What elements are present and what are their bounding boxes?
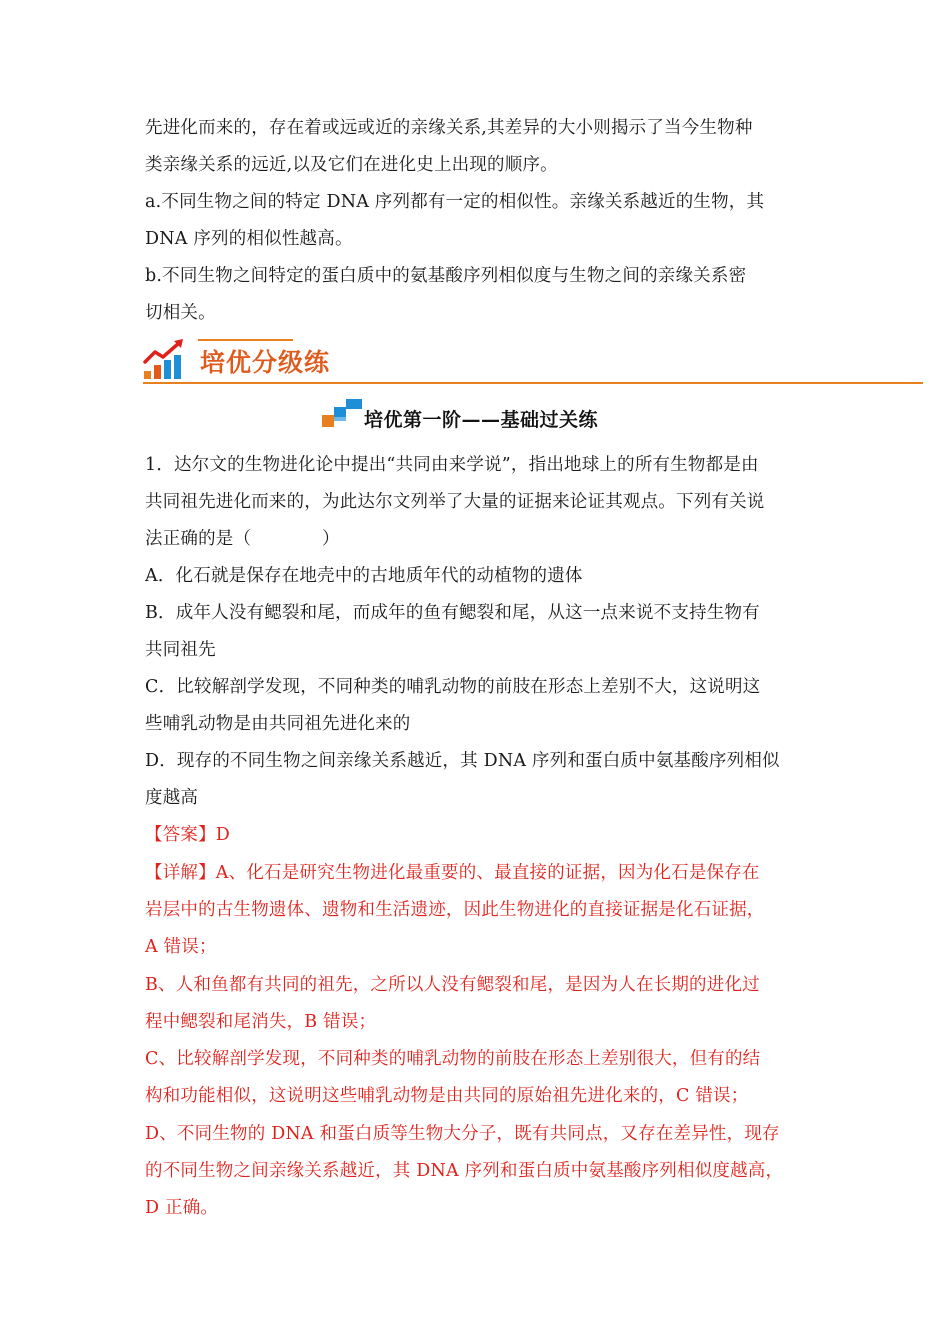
detail-line-4: B、人和鱼都有共同的祖先，之所以人没有鳃裂和尾，是因为人在长期的进化过 <box>145 975 760 995</box>
detail-line-1: 【详解】A、化石是研究生物进化最重要的、最直接的证据，因为化石是保存在 <box>145 863 760 883</box>
section-header <box>143 336 923 386</box>
section-top-rule <box>198 339 293 341</box>
intro-b-line-1: b.不同生物之间特定的蛋白质中的氨基酸序列相似度与生物之间的亲缘关系密 <box>145 266 747 286</box>
detail-line-10: D 正确。 <box>145 1198 219 1218</box>
option-c-line-1: C．比较解剖学发现，不同种类的哺乳动物的前肢在形态上差别不大，这说明这 <box>145 677 761 697</box>
section-title: 培优分级练 <box>200 348 331 377</box>
detail-line-5: 程中鳃裂和尾消失，B 错误； <box>145 1012 377 1032</box>
section-divider <box>143 382 923 384</box>
detail-line-2: 岩层中的古生物遗体、遗物和生活遗迹，因此生物进化的直接证据是化石证据， <box>145 900 765 920</box>
option-c-line-2: 些哺乳动物是由共同祖先进化来的 <box>145 714 411 734</box>
sub-heading <box>320 395 660 435</box>
option-b-line-2: 共同祖先 <box>145 640 216 660</box>
stair-blocks-icon <box>320 395 366 431</box>
intro-b-line-2: 切相关。 <box>145 303 216 323</box>
detail-line-7: 构和功能相似，这说明这些哺乳动物是由共同的原始祖先进化来的，C 错误； <box>145 1086 749 1106</box>
option-b-line-1: B．成年人没有鳃裂和尾，而成年的鱼有鳃裂和尾，从这一点来说不支持生物有 <box>145 603 760 623</box>
detail-line-3: A 错误； <box>145 937 217 957</box>
option-a: A．化石就是保存在地壳中的古地质年代的动植物的遗体 <box>145 566 583 586</box>
intro-line-1: 先进化而来的，存在着或远或近的亲缘关系,其差异的大小则揭示了当今生物种 <box>145 118 753 138</box>
detail-line-8: D、不同生物的 DNA 和蛋白质等生物大分子，既有共同点，又存在差异性，现存 <box>145 1124 780 1144</box>
intro-a-line-2: DNA 序列的相似性越高。 <box>145 229 353 249</box>
intro-a-line-1: a.不同生物之间的特定 DNA 序列都有一定的相似性。亲缘关系越近的生物，其 <box>145 192 765 212</box>
sub-heading-title: 培优第一阶——基础过关练 <box>364 409 599 431</box>
bar-chart-trend-icon <box>143 338 187 380</box>
question-stem-line-3: 法正确的是（ ） <box>145 529 340 549</box>
option-d-line-2: 度越高 <box>145 788 199 808</box>
option-d-line-1: D．现存的不同生物之间亲缘关系越近，其 DNA 序列和蛋白质中氨基酸序列相似 <box>145 751 780 771</box>
detail-line-6: C、比较解剖学发现，不同种类的哺乳动物的前肢在形态上差别很大，但有的结 <box>145 1049 761 1069</box>
question-stem-line-1: 1．达尔文的生物进化论中提出“共同由来学说”，指出地球上的所有生物都是由 <box>145 455 759 475</box>
question-stem-line-2: 共同祖先进化而来的，为此达尔文列举了大量的证据来论证其观点。下列有关说 <box>145 492 765 512</box>
answer-line: 【答案】D <box>145 825 231 845</box>
detail-line-9: 的不同生物之间亲缘关系越近，其 DNA 序列和蛋白质中氨基酸序列相似度越高， <box>145 1161 784 1181</box>
intro-line-2: 类亲缘关系的远近,以及它们在进化史上出现的顺序。 <box>145 155 558 175</box>
